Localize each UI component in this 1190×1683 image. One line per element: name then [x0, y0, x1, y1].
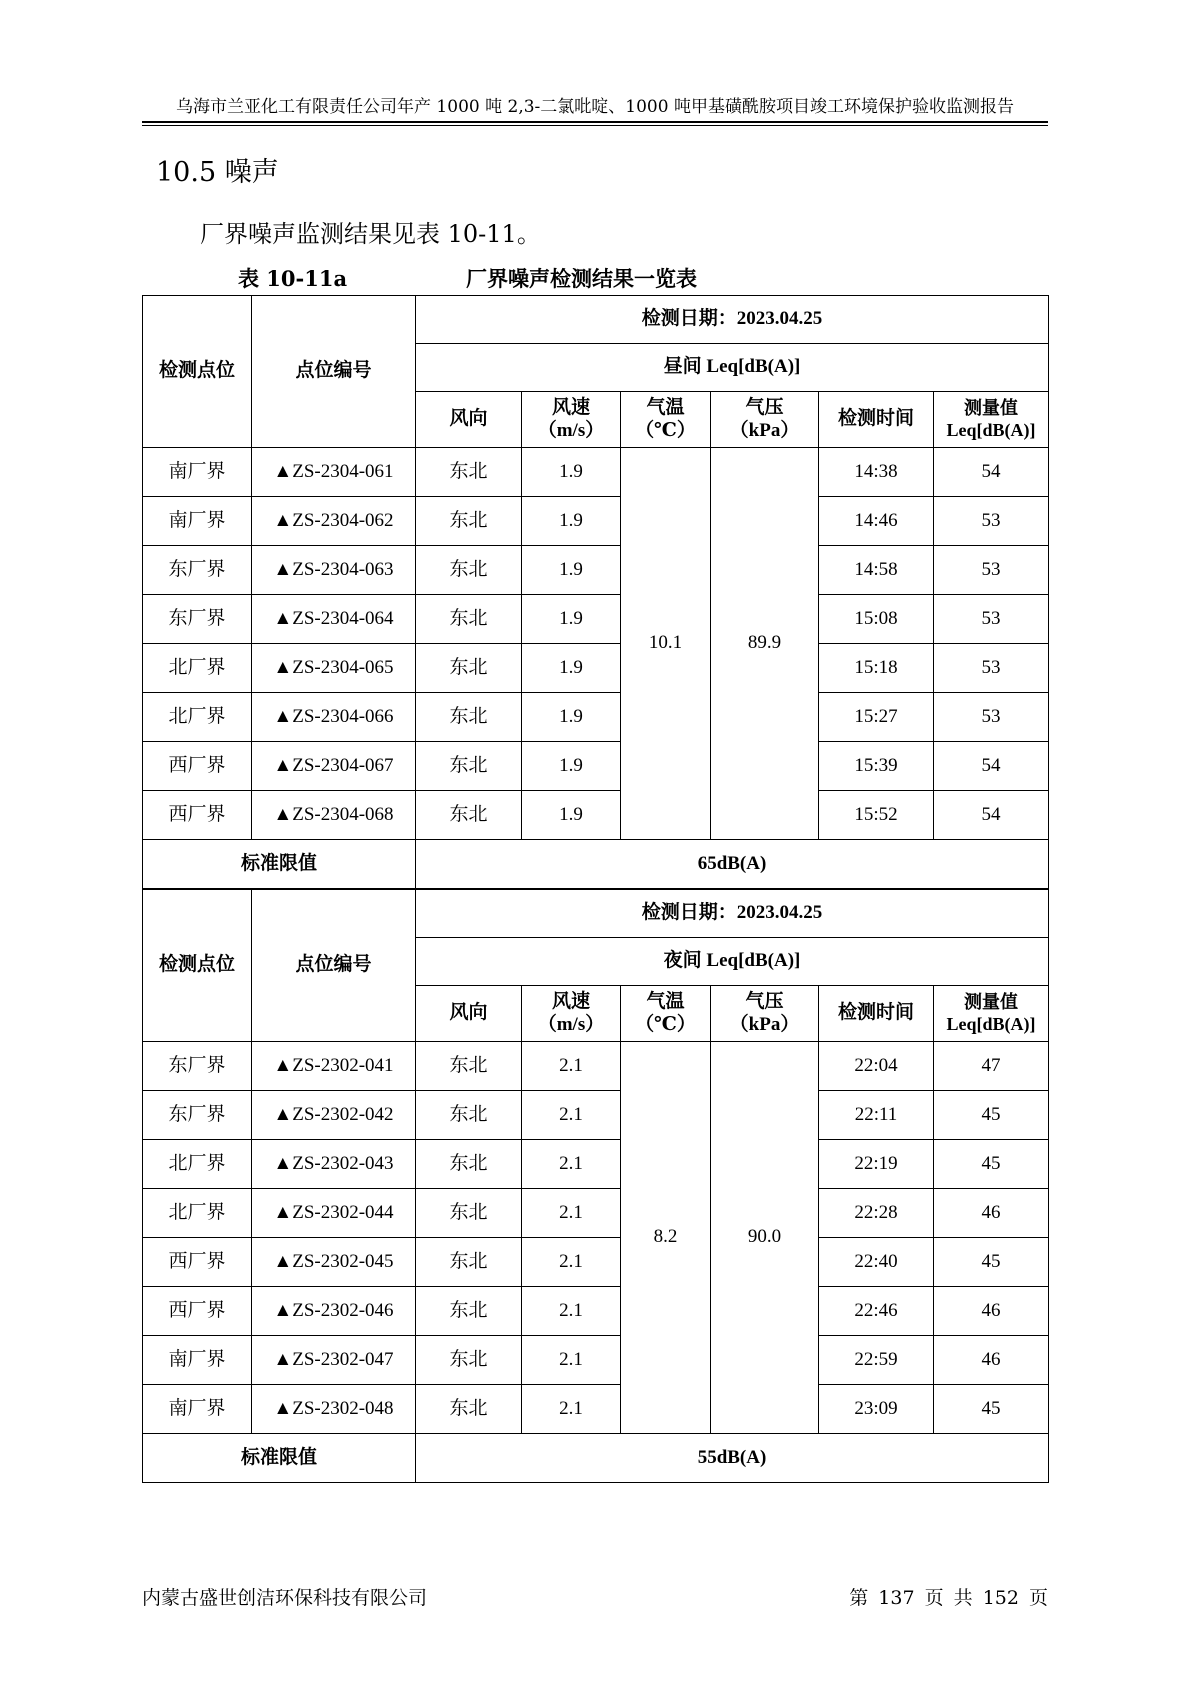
table-title: 厂界噪声检测结果一览表: [466, 266, 697, 291]
pressure-cell: 90.0: [711, 1042, 819, 1434]
wind-speed-cell: 1.9: [522, 791, 621, 840]
code-cell: ▲ZS-2302-041: [252, 1042, 416, 1091]
intro-paragraph: 厂界噪声监测结果见表 10-11。: [200, 220, 541, 248]
time-cell: 22:28: [819, 1189, 934, 1238]
table-row: [143, 693, 1049, 742]
value-cell: 46: [934, 1287, 1049, 1336]
table-row: [143, 742, 1049, 791]
col-header-value: 测量值: [964, 397, 1018, 418]
value-cell: 47: [934, 1042, 1049, 1091]
time-cell: 14:58: [819, 546, 934, 595]
night-block: [143, 889, 1049, 1483]
wind-speed-cell: 1.9: [522, 644, 621, 693]
point-cell: 西厂界: [143, 1287, 252, 1336]
code-cell: ▲ZS-2304-061: [252, 448, 416, 497]
wind-speed-cell: 2.1: [522, 1336, 621, 1385]
col-header-pressure-unit: （kPa）: [729, 419, 800, 441]
table-row: [143, 546, 1049, 595]
col-header-value: 测量值: [964, 991, 1018, 1012]
col-header-time: 检测时间: [819, 986, 934, 1042]
table-row: [143, 1385, 1049, 1434]
report-header: 乌海市兰亚化工有限责任公司年产 1000 吨 2,3-二氯吡啶、1000 吨甲基磺酰胺项目竣工环境保护验收监测报告: [176, 97, 1014, 117]
col-header-value-unit: Leq[dB(A)]: [946, 419, 1036, 440]
table-row: [143, 1042, 1049, 1091]
wind-dir-cell: 东北: [416, 1385, 522, 1434]
wind-dir-cell: 东北: [416, 448, 522, 497]
wind-dir-cell: 东北: [416, 1189, 522, 1238]
wind-speed-cell: 2.1: [522, 1287, 621, 1336]
table-row: [143, 448, 1049, 497]
footer-company: 内蒙古盛世创洁环保科技有限公司: [142, 1587, 428, 1609]
table-row: [143, 644, 1049, 693]
code-cell: ▲ZS-2302-044: [252, 1189, 416, 1238]
code-cell: ▲ZS-2302-042: [252, 1091, 416, 1140]
value-cell: 45: [934, 1238, 1049, 1287]
col-header-pressure: 气压: [745, 990, 784, 1012]
col-header-wind-speed: 风速: [551, 990, 590, 1012]
code-cell: ▲ZS-2304-064: [252, 595, 416, 644]
value-cell: 45: [934, 1140, 1049, 1189]
night-date: 检测日期：2023.04.25: [416, 889, 1049, 938]
point-cell: 东厂界: [143, 595, 252, 644]
col-header-pressure: 气压: [745, 396, 784, 418]
point-cell: 西厂界: [143, 791, 252, 840]
header-rule-thin: [142, 125, 1048, 126]
code-cell: ▲ZS-2302-047: [252, 1336, 416, 1385]
point-cell: 东厂界: [143, 546, 252, 595]
value-cell: 45: [934, 1385, 1049, 1434]
temperature-cell: 8.2: [621, 1042, 711, 1434]
point-cell: 西厂界: [143, 1238, 252, 1287]
noise-results-table: [142, 295, 1049, 1483]
wind-speed-cell: 1.9: [522, 693, 621, 742]
table-row: [143, 1189, 1049, 1238]
time-cell: 15:52: [819, 791, 934, 840]
col-header-wind-speed-unit: （m/s）: [537, 1013, 605, 1035]
code-cell: ▲ZS-2302-045: [252, 1238, 416, 1287]
wind-speed-cell: 1.9: [522, 595, 621, 644]
wind-dir-cell: 东北: [416, 644, 522, 693]
time-cell: 14:38: [819, 448, 934, 497]
table-row: [143, 1238, 1049, 1287]
col-header-temp-unit: （℃）: [635, 419, 696, 441]
day-period: 昼间 Leq[dB(A)]: [416, 344, 1049, 392]
wind-dir-cell: 东北: [416, 1091, 522, 1140]
wind-dir-cell: 东北: [416, 1042, 522, 1091]
header-rule-thick: [142, 121, 1048, 123]
temperature-cell: 10.1: [621, 448, 711, 840]
wind-dir-cell: 东北: [416, 546, 522, 595]
time-cell: 22:19: [819, 1140, 934, 1189]
table-row: [143, 1140, 1049, 1189]
wind-speed-cell: 2.1: [522, 1385, 621, 1434]
col-header-temp: 气温: [646, 396, 685, 418]
point-cell: 北厂界: [143, 693, 252, 742]
wind-speed-cell: 1.9: [522, 448, 621, 497]
time-cell: 22:04: [819, 1042, 934, 1091]
time-cell: 15:27: [819, 693, 934, 742]
col-header-code: 点位编号: [252, 296, 416, 448]
col-header-wind-speed: 风速: [551, 396, 590, 418]
wind-speed-cell: 2.1: [522, 1042, 621, 1091]
limit-label: 标准限值: [143, 1434, 416, 1483]
value-cell: 53: [934, 546, 1049, 595]
wind-dir-cell: 东北: [416, 595, 522, 644]
time-cell: 15:08: [819, 595, 934, 644]
wind-speed-cell: 1.9: [522, 546, 621, 595]
table-row: [143, 595, 1049, 644]
col-header-code: 点位编号: [252, 889, 416, 1042]
wind-dir-cell: 东北: [416, 1140, 522, 1189]
pressure-cell: 89.9: [711, 448, 819, 840]
section-title: 10.5 噪声: [156, 157, 279, 188]
point-cell: 南厂界: [143, 497, 252, 546]
point-cell: 南厂界: [143, 1336, 252, 1385]
value-cell: 54: [934, 742, 1049, 791]
point-cell: 东厂界: [143, 1091, 252, 1140]
value-cell: 53: [934, 497, 1049, 546]
point-cell: 北厂界: [143, 644, 252, 693]
time-cell: 22:40: [819, 1238, 934, 1287]
value-cell: 54: [934, 791, 1049, 840]
wind-dir-cell: 东北: [416, 1238, 522, 1287]
wind-dir-cell: 东北: [416, 497, 522, 546]
code-cell: ▲ZS-2302-043: [252, 1140, 416, 1189]
value-cell: 53: [934, 595, 1049, 644]
time-cell: 15:18: [819, 644, 934, 693]
code-cell: ▲ZS-2304-066: [252, 693, 416, 742]
value-cell: 46: [934, 1336, 1049, 1385]
table-row: [143, 497, 1049, 546]
limit-row: [143, 1434, 1049, 1483]
night-period: 夜间 Leq[dB(A)]: [416, 938, 1049, 986]
time-cell: 15:39: [819, 742, 934, 791]
wind-dir-cell: 东北: [416, 742, 522, 791]
col-header-time: 检测时间: [819, 392, 934, 448]
wind-speed-cell: 2.1: [522, 1189, 621, 1238]
point-cell: 南厂界: [143, 1385, 252, 1434]
col-header-wind-speed-unit: （m/s）: [537, 419, 605, 441]
code-cell: ▲ZS-2304-065: [252, 644, 416, 693]
wind-speed-cell: 2.1: [522, 1140, 621, 1189]
wind-speed-cell: 1.9: [522, 497, 621, 546]
time-cell: 22:11: [819, 1091, 934, 1140]
value-cell: 53: [934, 644, 1049, 693]
col-header-wind-dir: 风向: [416, 392, 522, 448]
code-cell: ▲ZS-2304-062: [252, 497, 416, 546]
table-row: [143, 1091, 1049, 1140]
col-header-point: 检测点位: [143, 889, 252, 1042]
table-row: [143, 1336, 1049, 1385]
code-cell: ▲ZS-2304-063: [252, 546, 416, 595]
col-header-wind-dir: 风向: [416, 986, 522, 1042]
footer-page-number: 第 137 页 共 152 页: [849, 1587, 1048, 1609]
time-cell: 23:09: [819, 1385, 934, 1434]
value-cell: 46: [934, 1189, 1049, 1238]
wind-dir-cell: 东北: [416, 1287, 522, 1336]
time-cell: 22:59: [819, 1336, 934, 1385]
limit-value: 65dB(A): [416, 840, 1049, 890]
code-cell: ▲ZS-2304-067: [252, 742, 416, 791]
table-number: 表 10-11a: [238, 266, 348, 291]
code-cell: ▲ZS-2302-046: [252, 1287, 416, 1336]
wind-dir-cell: 东北: [416, 1336, 522, 1385]
table-row: [143, 1287, 1049, 1336]
day-date: 检测日期：2023.04.25: [416, 296, 1049, 344]
table-row: [143, 791, 1049, 840]
time-cell: 14:46: [819, 497, 934, 546]
wind-speed-cell: 1.9: [522, 742, 621, 791]
limit-row: [143, 840, 1049, 890]
col-header-temp-unit: （℃）: [635, 1013, 696, 1035]
value-cell: 53: [934, 693, 1049, 742]
day-block: [143, 296, 1049, 890]
limit-value: 55dB(A): [416, 1434, 1049, 1483]
time-cell: 22:46: [819, 1287, 934, 1336]
col-header-value-unit: Leq[dB(A)]: [946, 1013, 1036, 1034]
col-header-pressure-unit: （kPa）: [729, 1013, 800, 1035]
point-cell: 南厂界: [143, 448, 252, 497]
wind-speed-cell: 2.1: [522, 1238, 621, 1287]
point-cell: 东厂界: [143, 1042, 252, 1091]
wind-dir-cell: 东北: [416, 791, 522, 840]
code-cell: ▲ZS-2304-068: [252, 791, 416, 840]
value-cell: 54: [934, 448, 1049, 497]
point-cell: 西厂界: [143, 742, 252, 791]
point-cell: 北厂界: [143, 1140, 252, 1189]
value-cell: 45: [934, 1091, 1049, 1140]
code-cell: ▲ZS-2302-048: [252, 1385, 416, 1434]
col-header-temp: 气温: [646, 990, 685, 1012]
wind-speed-cell: 2.1: [522, 1091, 621, 1140]
point-cell: 北厂界: [143, 1189, 252, 1238]
limit-label: 标准限值: [143, 840, 416, 890]
col-header-point: 检测点位: [143, 296, 252, 448]
wind-dir-cell: 东北: [416, 693, 522, 742]
